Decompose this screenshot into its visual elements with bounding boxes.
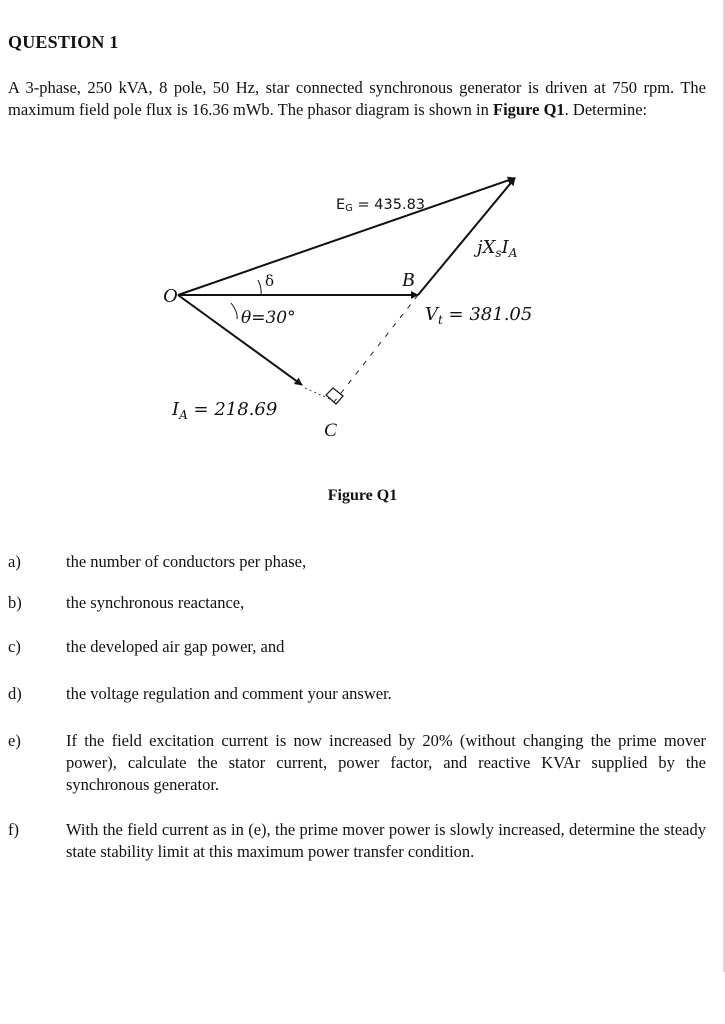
- intro-end: . Determine:: [564, 100, 648, 119]
- label-point-c: C: [324, 420, 337, 441]
- dashed-line-ia-c: [305, 388, 332, 400]
- part-label: e): [8, 731, 21, 750]
- figure-reference: Figure Q1: [493, 100, 565, 119]
- part-label: b): [8, 593, 22, 612]
- question-intro: [8, 77, 706, 121]
- part-text: the number of conductors per phase,: [66, 552, 307, 571]
- question-title: QUESTION 1: [8, 32, 119, 52]
- intro-text: A 3-phase, 250 kVA, 8 pole, 50 Hz, star connected synchronous generator is driven at 750 rpm. The maximum field pole flux is 16.36 mWb. The phasor diagram is shown in: [8, 78, 706, 119]
- part-text: If the field excitation current is now increased by 20% (without changing the prime mover power), calculate the stator current, power factor, and reactive KVAr supplied by the synchronous generator.: [66, 731, 706, 794]
- figure-caption: Figure Q1: [327, 487, 398, 504]
- part-label: d): [8, 684, 22, 703]
- theta-arc: [231, 303, 237, 319]
- delta-arc: [258, 280, 261, 295]
- phasor-diagram: [150, 160, 570, 450]
- part-label: a): [8, 552, 21, 571]
- label-jxsia: $jX_sI_A$: [477, 237, 518, 260]
- part-text: With the field current as in (e), the prime mover power is slowly increased, determine the steady state stability limit at this maximum power transfer condition.: [66, 820, 706, 861]
- part-label: c): [8, 637, 21, 656]
- dashed-line-bc: [334, 295, 418, 402]
- label-eg: EG = 435.83: [336, 197, 426, 214]
- label-ia: $I_A = 218.69$: [172, 399, 278, 422]
- part-text: the synchronous reactance,: [66, 593, 245, 612]
- eg-phasor: [178, 178, 515, 295]
- label-vt: $V_t = 381.05$: [425, 304, 533, 327]
- label-theta: θ=30°: [241, 308, 296, 328]
- part-label: f): [8, 820, 19, 839]
- label-delta: δ: [265, 272, 275, 290]
- label-point-b: B: [402, 269, 415, 291]
- label-point-o: O: [163, 285, 178, 307]
- part-text: the voltage regulation and comment your answer.: [66, 684, 392, 703]
- part-text: the developed air gap power, and: [66, 637, 285, 656]
